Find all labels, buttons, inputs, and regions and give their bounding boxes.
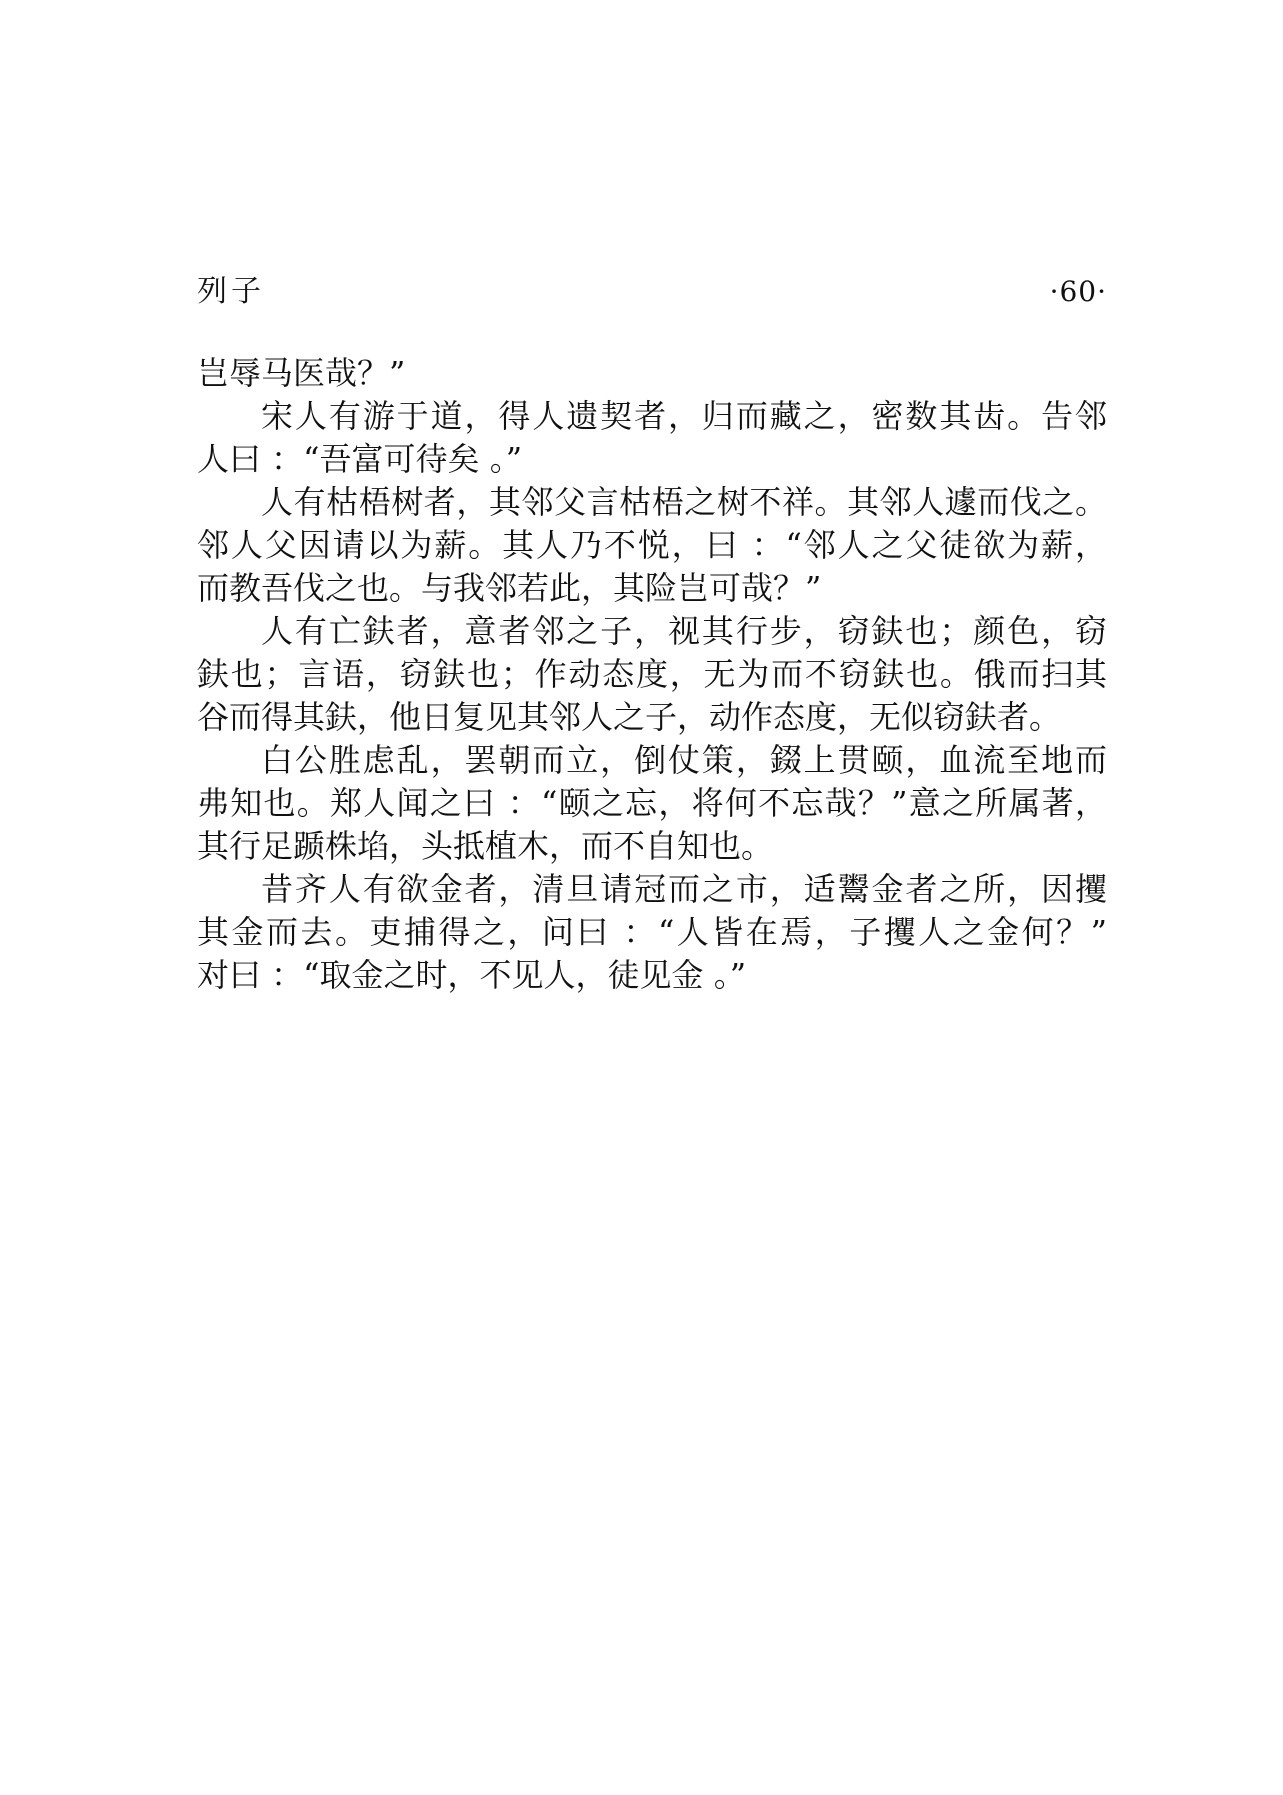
- text-line: 其行足踬株埳，头抵植木，而不自知也。: [197, 827, 774, 865]
- text-line: 人有亡鈇者，意者邻之子，视其行步，窃鈇也；颜色，窃: [261, 612, 1107, 650]
- text-line: 人曰 ：“吾富可待矣 。”: [197, 440, 523, 478]
- page-number: ·60·: [1049, 275, 1107, 308]
- text-line: 白公胜虑乱，罢朝而立，倒仗策，錣上贯颐，血流至地而: [261, 741, 1107, 779]
- text-line: 鈇也；言语，窃鈇也；作动态度，无为而不窃鈇也。俄而扫其: [197, 655, 1107, 693]
- body-text: [197, 352, 1107, 997]
- page-header: [197, 270, 1107, 314]
- text-line: 昔齐人有欲金者，清旦请冠而之市，适鬻金者之所，因攫: [261, 870, 1107, 908]
- text-line: 弗知也。郑人闻之曰 ：“颐之忘，将何不忘哉？”意之所属著，: [197, 784, 1107, 822]
- text-line: 岂辱马医哉？”: [197, 354, 406, 392]
- text-line: 邻人父因请以为薪。其人乃不悦，曰 ：“邻人之父徒欲为薪，: [197, 526, 1107, 564]
- text-line: 宋人有游于道，得人遗契者，归而藏之，密数其齿。告邻: [261, 397, 1107, 435]
- text-line: 其金而去。吏捕得之，问曰 ：“人皆在焉，子攫人之金何？”: [197, 913, 1107, 951]
- text-line: 谷而得其鈇，他日复见其邻人之子，动作态度，无似窃鈇者。: [197, 698, 1062, 736]
- text-line: 而教吾伐之也。与我邻若此，其险岂可哉？”: [197, 569, 822, 607]
- running-title: 列子: [197, 274, 265, 309]
- text-line: 人有枯梧树者，其邻父言枯梧之树不祥。其邻人遽而伐之。: [261, 483, 1107, 521]
- text-line: 对曰 ：“取金之时，不见人，徒见金 。”: [197, 956, 747, 994]
